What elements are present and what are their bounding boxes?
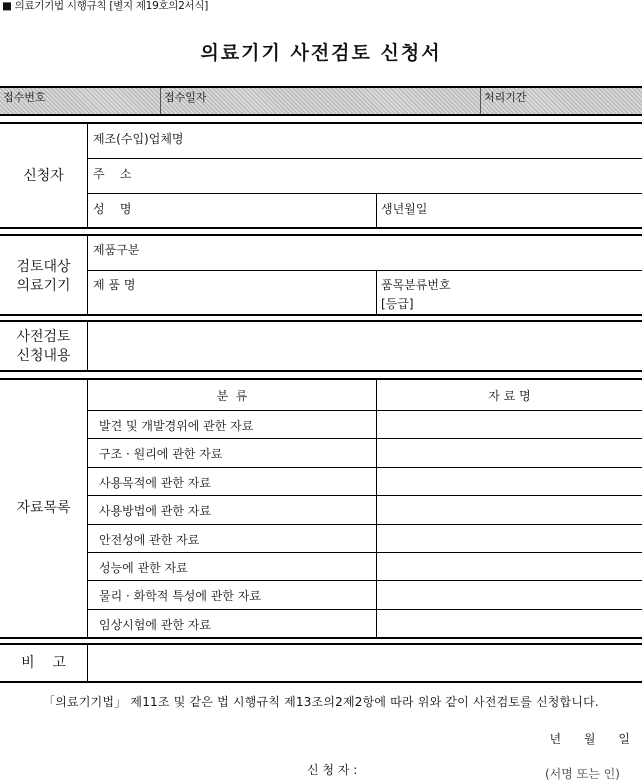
address-label: 주 소 xyxy=(93,167,132,181)
document-name-field[interactable] xyxy=(377,439,642,466)
target-caption-line2: 의료기기 xyxy=(16,278,71,294)
grade-label: [등급] xyxy=(381,297,414,311)
remarks-field[interactable] xyxy=(88,645,642,681)
document-category-item: 사용방법에 관한 자료 xyxy=(99,504,211,519)
applicant-sign-label: 신 청 자 : xyxy=(307,763,358,777)
document-list-caption: 자료목록 xyxy=(16,500,71,516)
column-header-category: 분 류 xyxy=(216,389,248,403)
remarks-section xyxy=(0,643,642,683)
name-label: 성 명 xyxy=(93,202,132,216)
document-category-item: 물리 · 화학적 특성에 관한 자료 xyxy=(99,589,261,604)
product-name-label: 제 품 명 xyxy=(93,278,136,292)
document-name-field[interactable] xyxy=(377,553,642,580)
target-device-caption xyxy=(0,258,87,296)
company-name-label: 제조(수입)업체명 xyxy=(93,132,184,146)
address-field[interactable] xyxy=(88,159,642,193)
processing-period-field[interactable] xyxy=(480,88,642,114)
document-list-section xyxy=(0,378,642,639)
document-category-item: 발견 및 개발경위에 관한 자료 xyxy=(99,419,254,433)
company-name-field[interactable] xyxy=(88,124,642,158)
classification-number-label: 품목분류번호 xyxy=(381,278,451,292)
document-category-item: 성능에 관한 자료 xyxy=(99,561,188,575)
document-category-item: 안전성에 관한 자료 xyxy=(99,532,200,547)
product-name-field[interactable] xyxy=(88,271,375,314)
document-name-field[interactable] xyxy=(377,468,642,495)
request-caption-line1: 사전검토 xyxy=(16,329,71,345)
document-name-field[interactable] xyxy=(377,525,642,552)
request-content-section xyxy=(0,320,642,372)
product-category-field[interactable] xyxy=(88,236,642,270)
document-name-field[interactable] xyxy=(377,496,642,523)
receipt-date-label: 접수일자 xyxy=(164,91,207,104)
processing-period-label: 처리기간 xyxy=(484,91,527,104)
birthdate-label: 생년월일 xyxy=(381,202,428,216)
receipt-date-field[interactable] xyxy=(160,88,480,114)
classification-number-field[interactable] xyxy=(377,271,642,314)
column-header-document-name: 자 료 명 xyxy=(488,389,531,403)
document-name-field[interactable] xyxy=(377,411,642,438)
product-category-label: 제품구분 xyxy=(93,243,140,257)
request-caption-line2: 신청내용 xyxy=(16,348,71,364)
name-field[interactable] xyxy=(88,194,375,227)
remarks-caption: 비 고 xyxy=(21,655,66,671)
signature-label: (서명 또는 인) xyxy=(545,767,620,781)
document-category-item: 구조 · 원리에 관한 자료 xyxy=(99,447,223,462)
document-name-field[interactable] xyxy=(377,581,642,608)
receipt-row xyxy=(0,86,642,116)
applicant-caption: 신청자 xyxy=(23,168,64,184)
receipt-number-field[interactable] xyxy=(0,88,160,114)
applicant-sign-field[interactable] xyxy=(385,757,535,777)
document-category-item: 사용목적에 관한 자료 xyxy=(99,475,211,490)
document-name-field[interactable] xyxy=(377,610,642,637)
application-statement: 「의료기기법」 제11조 및 같은 법 시행규칙 제13조의2제2항에 따라 위와 같이 사전검토를 신청합니다. xyxy=(43,695,599,709)
date-line: 년 월 일 xyxy=(549,732,630,746)
receipt-number-label: 접수번호 xyxy=(3,91,46,104)
target-caption-line1: 검토대상 xyxy=(16,259,71,275)
request-content-caption xyxy=(0,328,87,366)
form-reference: ■ 의료기기법 시행규칙 [별지 제19호의2서식] xyxy=(2,0,208,12)
target-device-section xyxy=(0,234,642,316)
applicant-section xyxy=(0,122,642,229)
page-title: 의료기기 사전검토 신청서 xyxy=(200,42,442,64)
birthdate-field[interactable] xyxy=(377,194,642,227)
request-content-field[interactable] xyxy=(88,322,642,370)
document-category-item: 임상시험에 관한 자료 xyxy=(99,617,211,632)
